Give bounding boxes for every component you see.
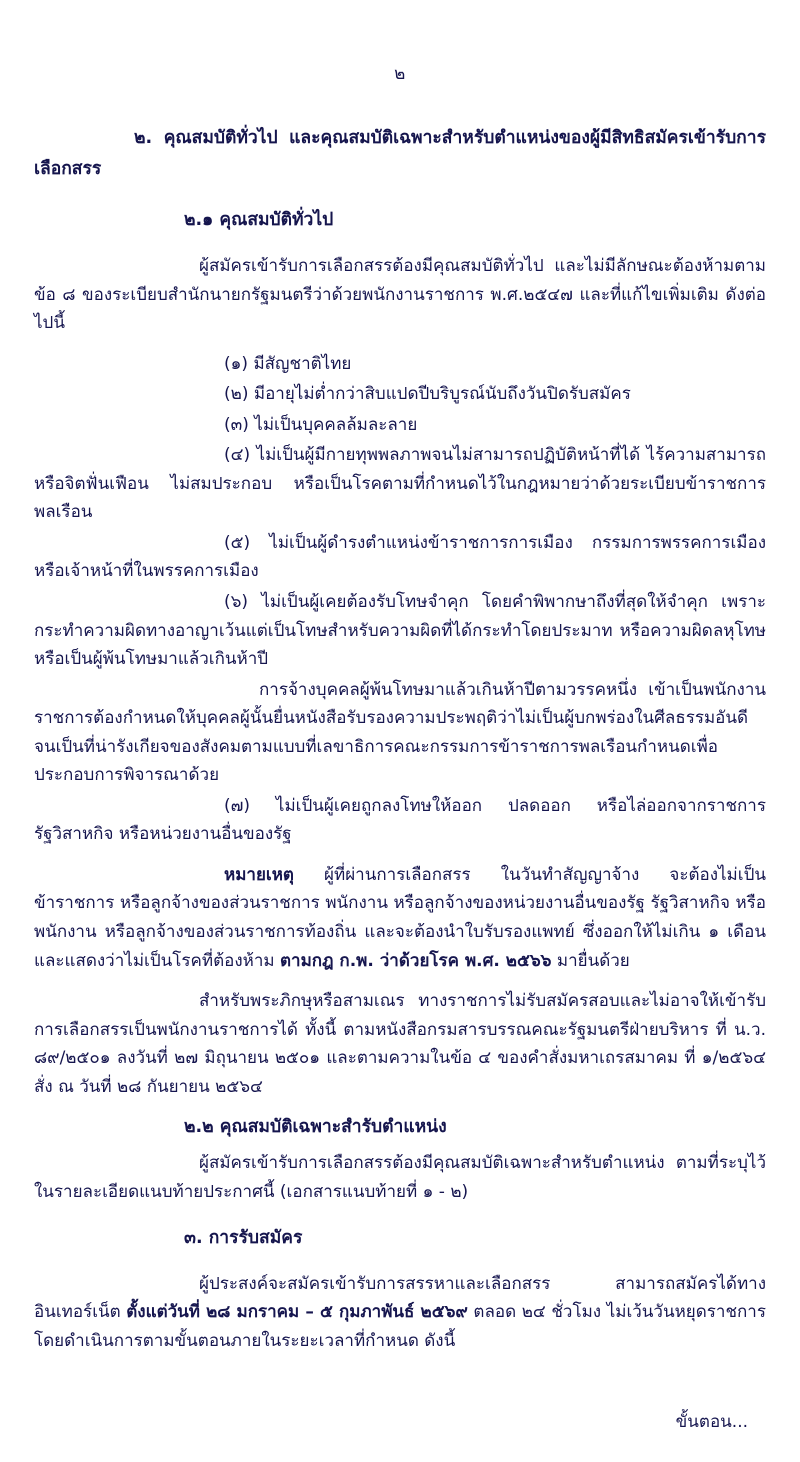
application-date-range: ตั้งแต่วันที่ ๒๘ มกราคม – ๕ กุมภาพันธ์ ๒๕๖๙	[126, 1302, 468, 1323]
page-number: ๒	[394, 64, 406, 84]
list-item: (๗) ไม่เป็นผู้เคยถูกลงโทษให้ออก ปลดออก หรือไล่ออกจากราชการ รัฐวิสาหกิจ หรือหน่วยงานอื่นของรัฐ	[34, 795, 766, 845]
list-item: (๑) มีสัญชาติไทย	[224, 353, 352, 374]
paragraph-application	[34, 1270, 766, 1356]
paragraph-general-qualifications: ผู้สมัครเข้ารับการเลือกสรรต้องมีคุณสมบัติทั่วไป และไม่มีลักษณะต้องห้ามตามข้อ ๘ ของระเบียบสำนักนายกรัฐมนตรีว่าด้วยพนักงานราชการ พ.ศ.๒๕๔๗ และที่แก้ไขเพิ่มเติม ดังต่อไปนี้	[34, 256, 766, 334]
section-3-heading: ๓. การรับสมัคร	[184, 1228, 303, 1249]
paragraph-item6-extra: การจ้างบุคคลผู้พ้นโทษมาแล้วเกินห้าปีตามวรรคหนึ่ง เข้าเป็นพนักงานราชการต้องกำหนดให้บุคคลผู้นั้นยื่นหนังสือรับรองความประพฤติว่าไม่เป็นผู้บกพร่องในศีลธรรมอันดีจนเป็นที่น่ารังเกียจของสังคมตามแบบที่เลขาธิการคณะกรรมการข้าราชการพลเรือนกำหนดเพื่อประกอบการพิจารณาด้วย	[34, 679, 766, 786]
note-text-2: มายื่นด้วย	[551, 950, 630, 971]
list-item: (๓) ไม่เป็นบุคคลล้มละลาย	[224, 414, 418, 435]
paragraph-monk-restriction: สำหรับพระภิกษุหรือสามเณร ทางราชการไม่รับสมัครสอบและไม่อาจให้เข้ารับการเลือกสรรเป็นพนักงานราชการได้ ทั้งนี้ ตามหนังสือกรมสารบรรณคณะรัฐมนตรีฝ่ายบริหาร ที่ น.ว. ๘๙/๒๕๐๑ ลงวันที่ ๒๗ มิถุนายน ๒๕๐๑ และตามความในข้อ ๔ ของคำสั่งมหาเถรสมาคม ที่ ๑/๒๕๖๔ สั่ง ณ วันที่ ๒๘ กันยายน ๒๕๖๔	[34, 991, 766, 1097]
paragraph-specific-qualifications: ผู้สมัครเข้ารับการเลือกสรรต้องมีคุณสมบัติเฉพาะสำหรับตำแหน่ง ตามที่ระบุไว้ในรายละเอียดแนบท้ายประกาศนี้ (เอกสารแนบท้ายที่ ๑ - ๒)	[34, 1153, 766, 1202]
application-text-part1: ผู้ประสงค์จะสมัครเข้ารับการสรรหาและเลือกสรร สามารถสมัครได้ทางอินเทอร์เน็ต	[34, 1273, 766, 1323]
section-2-2-heading: ๒.๒ คุณสมบัติเฉพาะสำรับตำแหน่ง	[184, 1117, 447, 1138]
list-item: (๕) ไม่เป็นผู้ดำรงตำแหน่งข้าราชการการเมือง กรรมการพรรคการเมือง หรือเจ้าหน้าที่ในพรรคการเมือง	[34, 532, 766, 582]
note-text-1: ผู้ที่ผ่านการเลือกสรร ในวันทำสัญญาจ้าง จะต้องไม่เป็นข้าราชการ หรือลูกจ้างของส่วนราชการ พนักงาน หรือลูกจ้างของหน่วยงานอื่นของรัฐ รัฐวิสาหกิจ หรือพนักงาน หรือลูกจ้างของส่วนราชการท้องถิ่น และจะต้องนำใบรับรองแพทย์ ซึ่งออกให้ไม่เกิน ๑ เดือน และแสดงว่าไม่เป็นโรคที่ต้องห้าม	[34, 864, 766, 971]
footer-continuation-note: ขั้นตอน...	[675, 1411, 748, 1432]
note-label: หมายเหตุ	[224, 864, 294, 885]
note-law-reference: ตามกฎ ก.พ. ว่าด้วยโรค พ.ศ. ๒๕๖๖	[280, 950, 552, 971]
application-text-part2: ตลอด ๒๔ ชั่วโมง ไม่เว้นวันหยุดราชการ โดยดำเนินการตามขั้นตอนภายในระยะเวลาที่กำหนด ดังนี้	[34, 1302, 766, 1351]
note-paragraph	[34, 861, 766, 975]
section-2-heading: ๒. คุณสมบัติทั่วไป และคุณสมบัติเฉพาะสำหรับตำแหน่งของผู้มีสิทธิสมัครเข้ารับการเลือกสรร	[34, 128, 766, 179]
list-item: (๒) มีอายุไม่ต่ำกว่าสิบแปดปีบริบูรณ์นับถึงวันปิดรับสมัคร	[224, 384, 631, 405]
list-item: (๔) ไม่เป็นผู้มีกายทุพพลภาพจนไม่สามารถปฏิบัติหน้าที่ได้ ไร้ความสามารถ หรือจิตฟั่นเฟือน ไม่สมประกอบ หรือเป็นโรคตามที่กำหนดไว้ในกฎหมายว่าด้วยระเบียบข้าราชการพลเรือน	[34, 445, 766, 523]
section-2-1-heading: ๒.๑ คุณสมบัติทั่วไป	[184, 210, 334, 231]
list-item: (๖) ไม่เป็นผู้เคยต้องรับโทษจำคุก โดยคำพิพากษาถึงที่สุดให้จำคุก เพราะกระทำความผิดทางอาญาเว้นแต่เป็นโทษสำหรับความผิดที่ได้กระทำโดยประมาท หรือความผิดลหุโทษ หรือเป็นผู้พ้นโทษมาแล้วเกินห้าปี	[34, 592, 766, 670]
